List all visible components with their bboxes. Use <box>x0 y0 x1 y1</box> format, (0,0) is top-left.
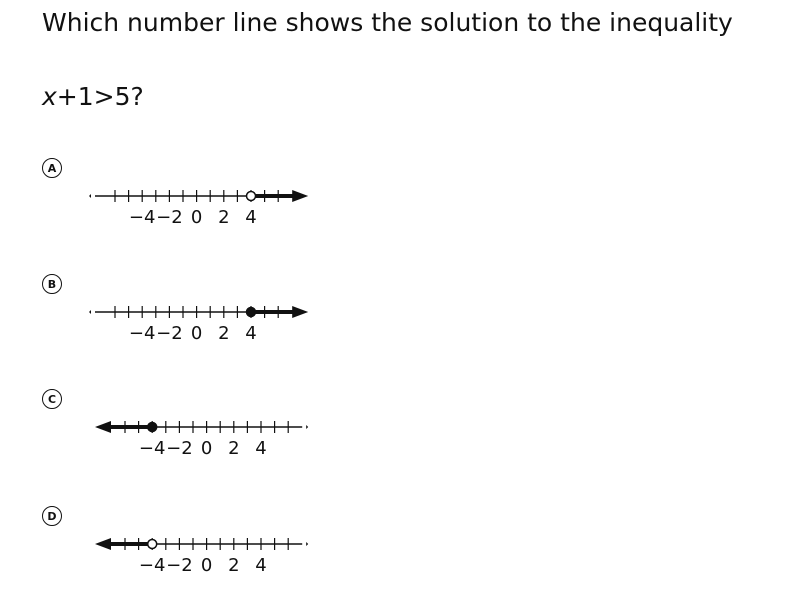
tick-label: −2 <box>166 555 193 576</box>
inequality <box>42 80 144 114</box>
inequality-variable: x <box>42 82 57 111</box>
choice-c[interactable] <box>0 389 800 499</box>
tick-label: 0 <box>190 207 203 228</box>
tick-label: 4 <box>245 323 257 344</box>
choice-c-number-line <box>85 401 315 466</box>
tick-label: −2 <box>156 207 183 228</box>
tick-label: −2 <box>166 438 193 459</box>
tick-label: 0 <box>200 555 213 576</box>
solution-arrow <box>95 421 111 433</box>
tick-label: 2 <box>228 555 240 576</box>
tick-label: 2 <box>228 438 240 459</box>
inequality-rest: +1>5? <box>56 82 144 111</box>
choice-a-number-line <box>85 170 315 235</box>
choice-a[interactable] <box>0 158 800 268</box>
closed-endpoint <box>148 423 157 432</box>
tick-label: −4 <box>138 438 166 459</box>
tick-label: −4 <box>138 555 166 576</box>
choice-d[interactable] <box>0 506 800 616</box>
choice-b-badge[interactable]: B <box>42 274 62 294</box>
tick-label: −4 <box>128 207 156 228</box>
tick-label: 2 <box>218 323 230 344</box>
solution-arrow <box>292 306 308 318</box>
choice-d-number-line <box>85 518 315 583</box>
axis-end-arrow-left <box>89 310 91 314</box>
tick-label: 4 <box>255 555 267 576</box>
axis-end-arrow-right <box>306 425 308 429</box>
tick-label: 2 <box>218 207 230 228</box>
tick-label: 0 <box>190 323 203 344</box>
choice-b-number-line <box>85 286 315 351</box>
tick-label: −4 <box>128 323 156 344</box>
solution-arrow <box>95 538 111 550</box>
tick-label: 4 <box>245 207 257 228</box>
tick-label: 4 <box>255 438 267 459</box>
axis-end-arrow-left <box>89 194 91 198</box>
open-endpoint <box>148 540 157 549</box>
choice-b[interactable] <box>0 274 800 384</box>
open-endpoint <box>247 192 256 201</box>
question-text: Which number line shows the solution to the inequality <box>42 8 733 37</box>
solution-arrow <box>292 190 308 202</box>
tick-label: −2 <box>156 323 183 344</box>
choice-a-badge[interactable]: A <box>42 158 62 178</box>
axis-end-arrow-right <box>306 542 308 546</box>
closed-endpoint <box>247 308 256 317</box>
choice-d-badge[interactable]: D <box>42 506 62 526</box>
tick-label: 0 <box>200 438 213 459</box>
choice-c-badge[interactable]: C <box>42 389 62 409</box>
